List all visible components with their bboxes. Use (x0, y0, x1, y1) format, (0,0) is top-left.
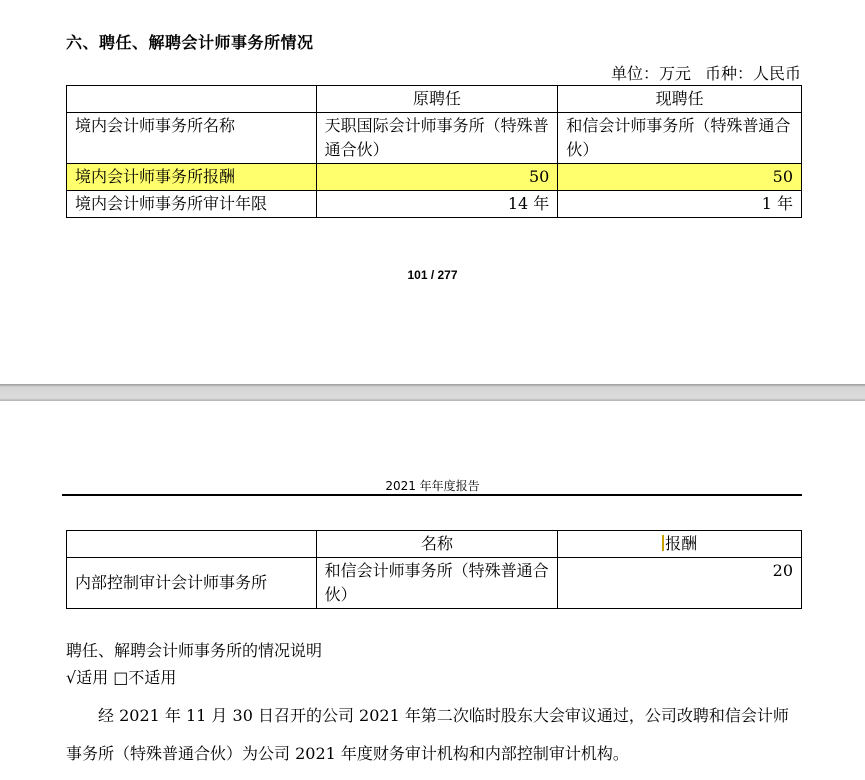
internal-firm-name: 和信会计师事务所（特殊普通合伙） (316, 558, 558, 609)
unit-label: 单位：万元 (610, 64, 691, 83)
header-current: 现聘任 (558, 86, 802, 113)
section-title: 六、聘任、解聘会计师事务所情况 (66, 33, 314, 52)
auditor-table (66, 85, 802, 218)
row-label: 境内会计师事务所报酬 (67, 164, 317, 191)
table-row (67, 164, 802, 191)
row-label: 内部控制审计会计师事务所 (67, 558, 317, 609)
header-blank-cell (67, 86, 317, 113)
unit-line (597, 61, 801, 84)
original-firm-name: 天职国际会计师事务所（特殊普通合伙） (316, 113, 558, 164)
header-blank-cell (67, 531, 317, 558)
text-cursor (662, 535, 664, 551)
current-firm-name: 和信会计师事务所（特殊普通合伙） (558, 113, 802, 164)
row-label: 境内会计师事务所名称 (67, 113, 317, 164)
explanation-paragraph: 经 2021 年 11 月 30 日召开的公司 2021 年第二次临时股东大会审议通过，公司改聘和信会计师事务所（特殊普通合伙）为公司 2021 年度财务审计机构和内部控制审计机构。 (66, 706, 789, 763)
table-header-row (67, 86, 802, 113)
header-name: 名称 (316, 531, 558, 558)
not-applicable-option: □不适用 (113, 668, 177, 687)
internal-fee: 20 (558, 558, 802, 609)
row-label: 境内会计师事务所审计年限 (67, 191, 317, 218)
table-row (67, 113, 802, 164)
internal-control-table (66, 530, 802, 609)
original-audit-years: 14 年 (316, 191, 558, 218)
header-original: 原聘任 (316, 86, 558, 113)
currency-label: 币种：人民币 (704, 64, 801, 83)
page-number: 101 / 277 (407, 268, 458, 282)
explanation-title: 聘任、解聘会计师事务所的情况说明 (66, 641, 323, 660)
current-audit-years: 1 年 (558, 191, 802, 218)
table-row (67, 558, 802, 609)
header-fee-cell (558, 531, 802, 558)
report-header: 2021 年年度报告 (385, 479, 480, 493)
original-fee: 50 (316, 164, 558, 191)
header-rule (62, 494, 802, 496)
table-header-row (67, 531, 802, 558)
applicability (66, 665, 176, 688)
current-fee: 50 (558, 164, 802, 191)
applicable-option: √适用 (66, 668, 109, 687)
table-row (67, 191, 802, 218)
page-separator (0, 384, 865, 401)
header-fee: 报酬 (665, 534, 698, 553)
